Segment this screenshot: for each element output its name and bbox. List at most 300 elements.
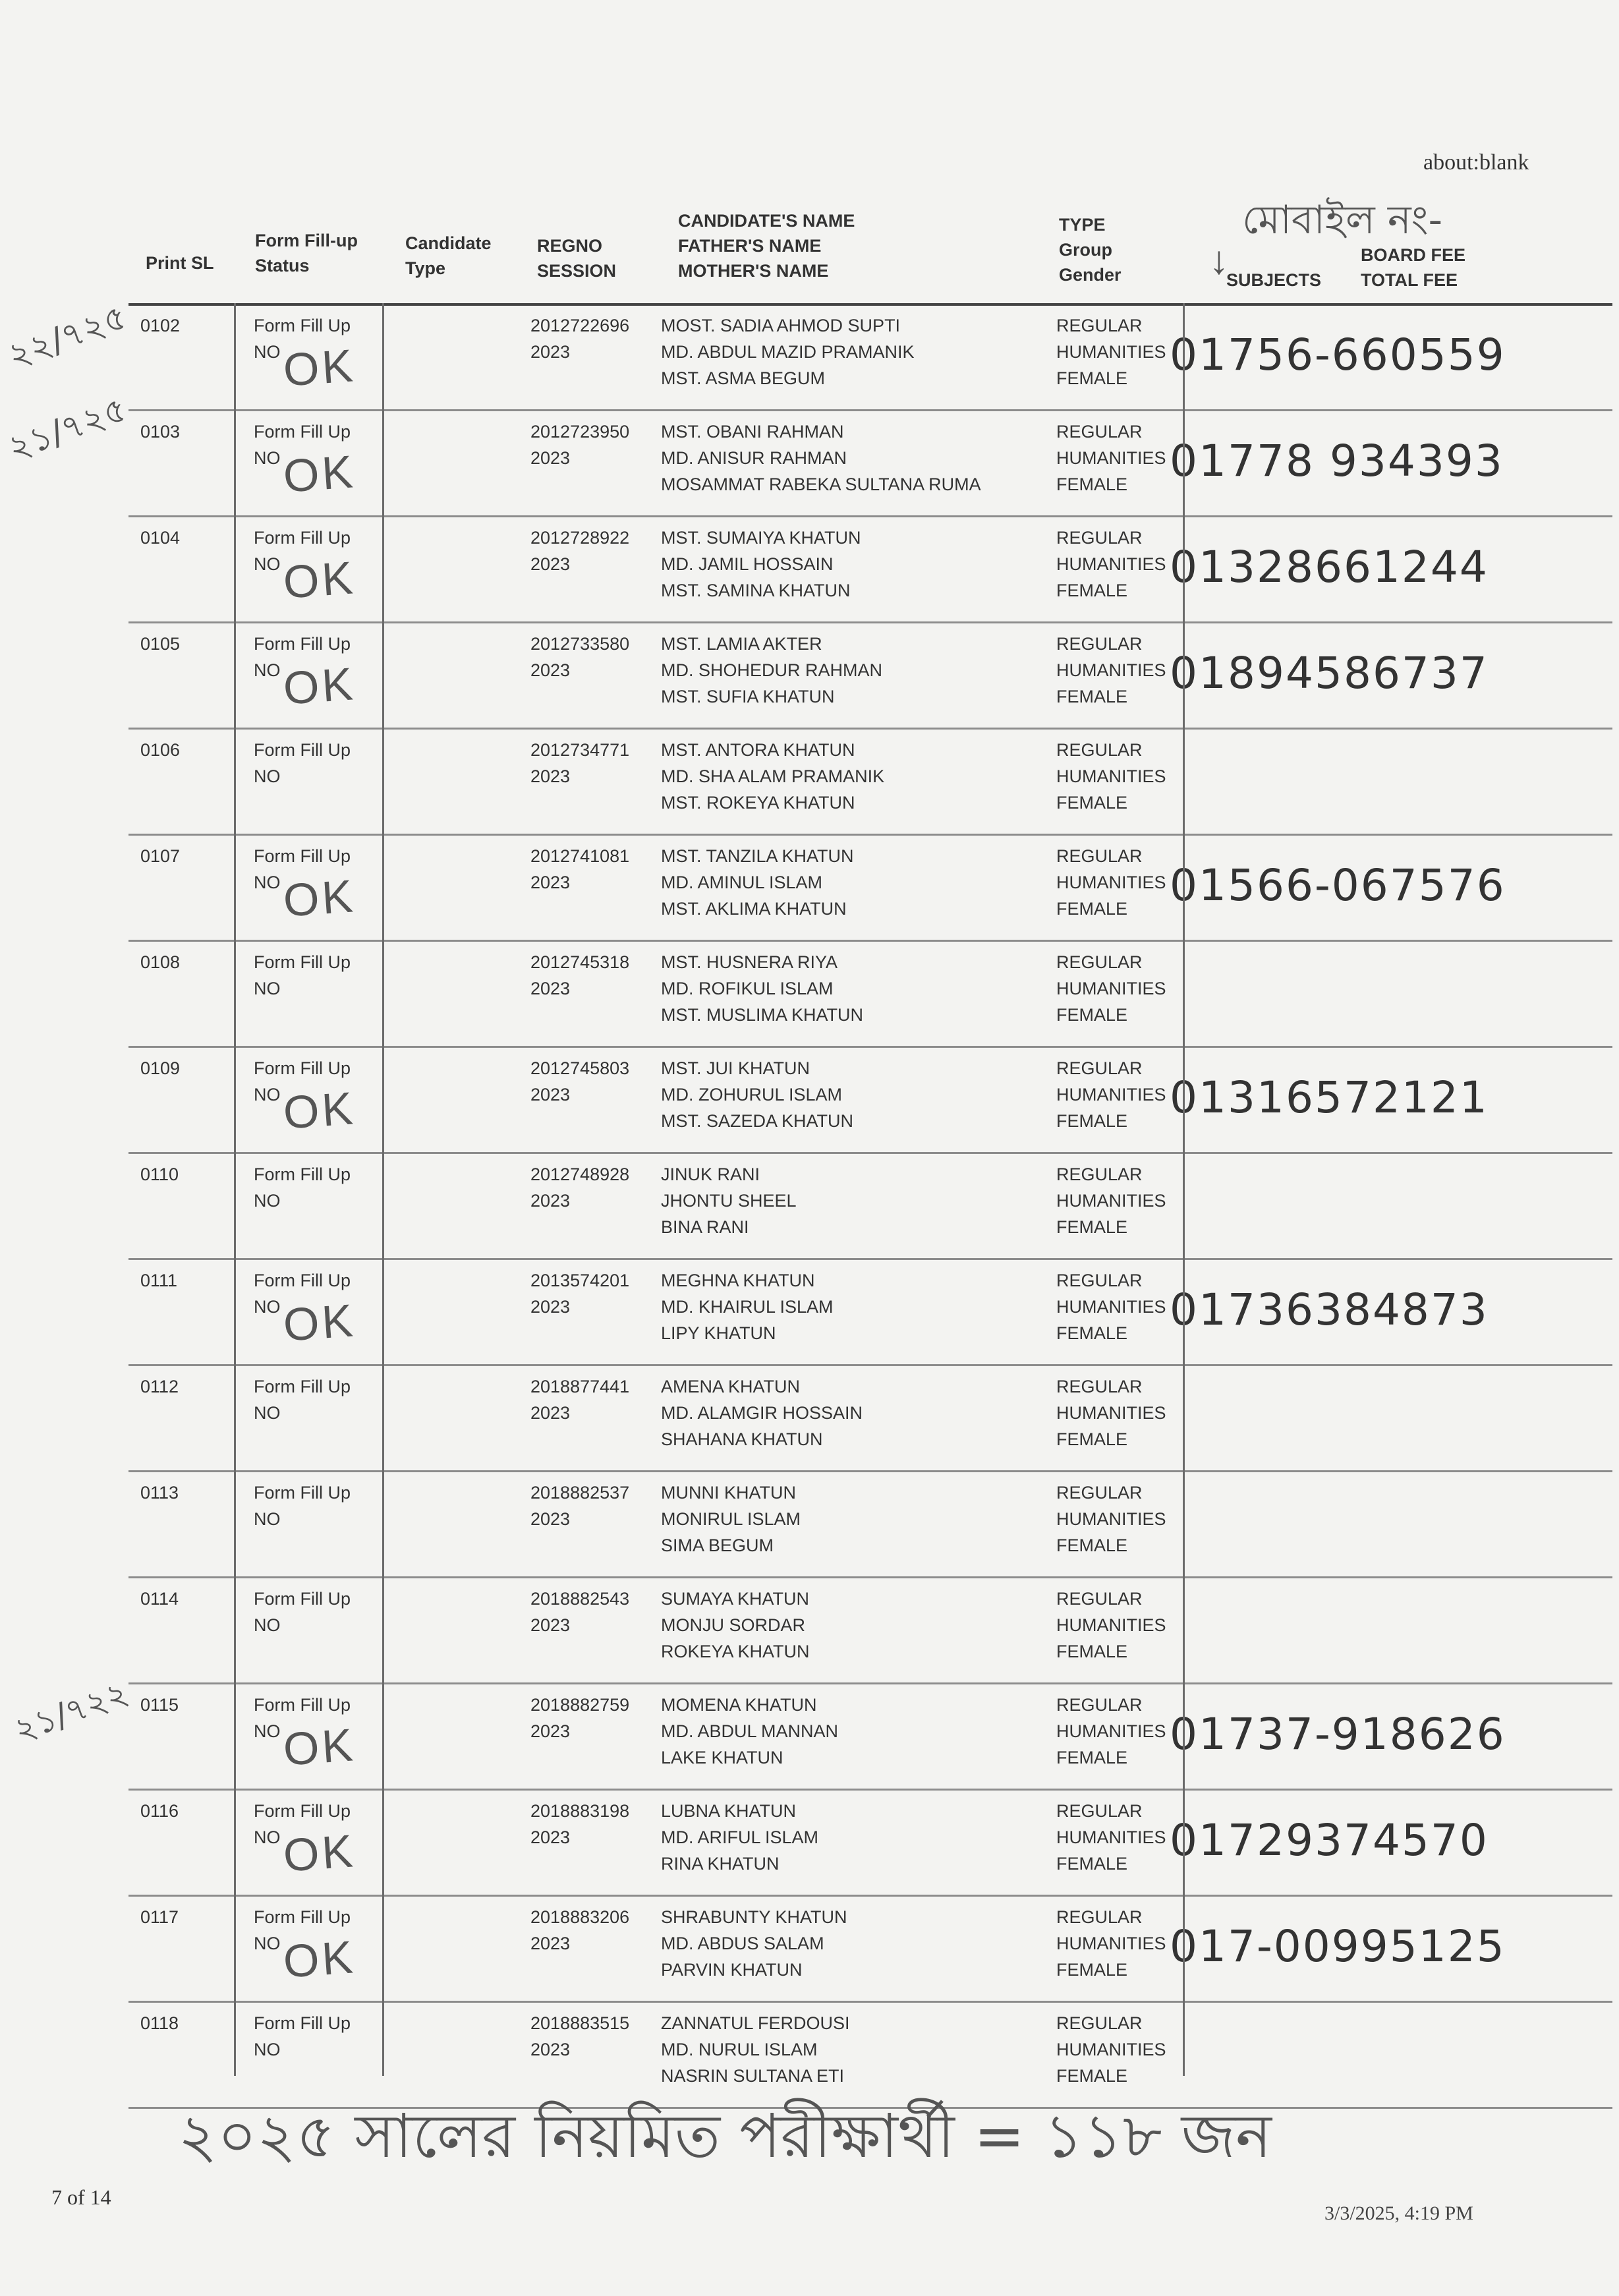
regno: 2018883198 <box>530 1801 630 1821</box>
handwritten-ok: OK <box>281 1719 357 1775</box>
col-session: SESSION <box>537 261 617 281</box>
table-row <box>128 409 1612 517</box>
type: REGULAR <box>1056 1058 1143 1078</box>
handwritten-ok: OK <box>281 870 357 927</box>
candidate-name: MUNNI KHATUN <box>661 1483 796 1503</box>
candidate-name: MST. JUI KHATUN <box>661 1058 810 1078</box>
handwritten-ok: OK <box>281 445 357 502</box>
form-status-flag: NO <box>254 1721 281 1741</box>
father-name: MD. ALAMGIR HOSSAIN <box>661 1403 863 1423</box>
form-status-text: Form Fill Up <box>254 634 351 654</box>
print-sl: 0117 <box>140 1907 179 1927</box>
names <box>661 1904 847 1983</box>
col-print-sl: Print SL <box>146 253 214 273</box>
divider-sl <box>234 303 236 2076</box>
print-sl: 0106 <box>140 740 181 760</box>
print-sl: 0114 <box>140 1589 179 1609</box>
names <box>661 1479 801 1559</box>
session: 2023 <box>530 873 571 892</box>
margin-note-2: ২১/৭২৫ <box>3 389 132 469</box>
session: 2023 <box>530 1509 571 1529</box>
type-group-gender <box>1056 1161 1166 1240</box>
form-status-flag: NO <box>254 1403 281 1423</box>
type-group-gender <box>1056 949 1166 1028</box>
form-status <box>254 1479 351 1532</box>
form-status-flag: NO <box>254 1934 281 1953</box>
col-gender: Gender <box>1059 265 1122 285</box>
table-row <box>128 1682 1612 1791</box>
regno: 2013574201 <box>530 1271 630 1290</box>
group: HUMANITIES <box>1056 342 1166 362</box>
regno-session <box>530 1055 629 1108</box>
print-sl: 0110 <box>140 1164 179 1184</box>
table-row <box>128 1152 1612 1260</box>
form-status-flag: NO <box>254 1827 281 1847</box>
type-group-gender <box>1056 737 1166 816</box>
candidate-name: MST. HUSNERA RIYA <box>661 952 838 972</box>
gender: FEMALE <box>1056 581 1128 600</box>
group: HUMANITIES <box>1056 448 1166 468</box>
father-name: JHONTU SHEEL <box>661 1191 797 1211</box>
candidate-name: MOST. SADIA AHMOD SUPTI <box>661 316 901 335</box>
names <box>661 843 854 922</box>
names <box>661 312 915 391</box>
mother-name: PARVIN KHATUN <box>661 1960 803 1980</box>
group: HUMANITIES <box>1056 979 1166 998</box>
print-sl: 0105 <box>140 634 181 654</box>
regno: 2012723950 <box>530 422 630 442</box>
form-status-text: Form Fill Up <box>254 1589 351 1609</box>
names <box>661 631 882 710</box>
names <box>661 1586 810 1665</box>
session: 2023 <box>530 448 571 468</box>
regno-session <box>530 843 629 896</box>
form-status-text: Form Fill Up <box>254 316 351 335</box>
col-group: Group <box>1059 240 1112 260</box>
names <box>661 1373 863 1452</box>
regno: 2018883515 <box>530 2013 630 2033</box>
session: 2023 <box>530 1934 571 1953</box>
print-sl: 0108 <box>140 952 181 972</box>
regno: 2012745318 <box>530 952 630 972</box>
type-group-gender <box>1056 2010 1166 2089</box>
mother-name: LIPY KHATUN <box>661 1323 776 1343</box>
father-name: MD. ANISUR RAHMAN <box>661 448 847 468</box>
candidate-sheet <box>128 197 1612 2086</box>
father-name: MD. ABDUS SALAM <box>661 1934 824 1953</box>
table-row <box>128 621 1612 730</box>
print-sl: 0113 <box>140 1483 179 1503</box>
mother-name: MST. ASMA BEGUM <box>661 368 826 388</box>
names <box>661 1692 838 1771</box>
table-row <box>128 940 1612 1048</box>
col-status-2: Status <box>255 256 310 275</box>
mother-name: LAKE KHATUN <box>661 1748 783 1767</box>
form-status-text: Form Fill Up <box>254 2013 351 2033</box>
mother-name: BINA RANI <box>661 1217 749 1237</box>
regno: 2012733580 <box>530 634 630 654</box>
gender: FEMALE <box>1056 1960 1128 1980</box>
print-sl: 0103 <box>140 422 181 442</box>
form-status-flag: NO <box>254 554 281 574</box>
type: REGULAR <box>1056 528 1143 548</box>
regno: 2012748928 <box>530 1164 630 1184</box>
regno-session <box>530 2010 629 2063</box>
group: HUMANITIES <box>1056 1297 1166 1317</box>
names <box>661 1267 834 1346</box>
form-status-flag: NO <box>254 660 281 680</box>
print-sl: 0109 <box>140 1058 181 1078</box>
gender: FEMALE <box>1056 2066 1128 2086</box>
candidate-name: JINUK RANI <box>661 1164 760 1184</box>
type: REGULAR <box>1056 1695 1143 1715</box>
names <box>661 1161 797 1240</box>
form-status-text: Form Fill Up <box>254 1271 351 1290</box>
type-group-gender <box>1056 631 1166 710</box>
regno-session <box>530 418 629 471</box>
handwritten-phone: 01737-918626 <box>1170 1709 1506 1760</box>
form-status-flag: NO <box>254 342 281 362</box>
regno: 2012734771 <box>530 740 630 760</box>
mother-name: MST. ROKEYA KHATUN <box>661 793 855 813</box>
form-status-flag: NO <box>254 1297 281 1317</box>
form-status-text: Form Fill Up <box>254 846 351 866</box>
session: 2023 <box>530 1085 571 1105</box>
gender: FEMALE <box>1056 793 1128 813</box>
type-group-gender <box>1056 843 1166 922</box>
gender: FEMALE <box>1056 1854 1128 1874</box>
print-sl: 0104 <box>140 528 181 548</box>
regno: 2018883206 <box>530 1907 630 1927</box>
regno: 2012728922 <box>530 528 630 548</box>
handwritten-summary: ২০২৫ সালের নিয়মিত পরীক্ষার্থী = ১১৮ জন <box>178 2101 1272 2171</box>
form-status-text: Form Fill Up <box>254 528 351 548</box>
gender: FEMALE <box>1056 1323 1128 1343</box>
group: HUMANITIES <box>1056 766 1166 786</box>
print-sl: 0116 <box>140 1801 179 1821</box>
table-row <box>128 1364 1612 1472</box>
candidate-name: MST. ANTORA KHATUN <box>661 740 855 760</box>
type-group-gender <box>1056 1055 1166 1134</box>
candidate-name: MST. OBANI RAHMAN <box>661 422 844 442</box>
type: REGULAR <box>1056 316 1143 335</box>
candidate-name: MST. LAMIA AKTER <box>661 634 822 654</box>
session: 2023 <box>530 660 571 680</box>
session: 2023 <box>530 1403 571 1423</box>
session: 2023 <box>530 1721 571 1741</box>
type: REGULAR <box>1056 634 1143 654</box>
group: HUMANITIES <box>1056 1934 1166 1953</box>
mother-name: MOSAMMAT RABEKA SULTANA RUMA <box>661 474 981 494</box>
session: 2023 <box>530 1191 571 1211</box>
margin-note-3: ২১/৭২২ <box>9 1673 134 1750</box>
regno: 2012741081 <box>530 846 630 866</box>
group: HUMANITIES <box>1056 1085 1166 1105</box>
type-group-gender <box>1056 312 1166 391</box>
form-status-flag: NO <box>254 979 281 998</box>
group: HUMANITIES <box>1056 873 1166 892</box>
father-name: MONJU SORDAR <box>661 1615 806 1635</box>
names <box>661 1798 818 1877</box>
father-name: MD. SHOHEDUR RAHMAN <box>661 660 883 680</box>
gender: FEMALE <box>1056 1642 1128 1661</box>
handwritten-phone: 01729374570 <box>1170 1815 1489 1866</box>
regno-session <box>530 312 629 365</box>
handwritten-phone: 01316572121 <box>1170 1072 1489 1123</box>
group: HUMANITIES <box>1056 1721 1166 1741</box>
regno-session <box>530 737 629 789</box>
names <box>661 525 861 604</box>
regno-session <box>530 1479 629 1532</box>
form-status-flag: NO <box>254 1615 281 1635</box>
table-row <box>128 1895 1612 2003</box>
type: REGULAR <box>1056 952 1143 972</box>
names <box>661 737 884 816</box>
father-name: MD. JAMIL HOSSAIN <box>661 554 834 574</box>
regno-session <box>530 1161 629 1214</box>
mother-name: MST. SAMINA KHATUN <box>661 581 851 600</box>
handwritten-ok: OK <box>281 1825 357 1881</box>
form-status-flag: NO <box>254 873 281 892</box>
type: REGULAR <box>1056 1377 1143 1396</box>
candidate-name: SUMAYA KHATUN <box>661 1589 810 1609</box>
candidate-name: MST. TANZILA KHATUN <box>661 846 854 866</box>
gender: FEMALE <box>1056 1111 1128 1131</box>
type: REGULAR <box>1056 1801 1143 1821</box>
mother-name: RINA KHATUN <box>661 1854 780 1874</box>
form-status-text: Form Fill Up <box>254 740 351 760</box>
gender: FEMALE <box>1056 687 1128 706</box>
type-group-gender <box>1056 1479 1166 1559</box>
form-status-text: Form Fill Up <box>254 422 351 442</box>
father-name: MONIRUL ISLAM <box>661 1509 801 1529</box>
group: HUMANITIES <box>1056 1191 1166 1211</box>
father-name: MD. AMINUL ISLAM <box>661 873 823 892</box>
type-group-gender <box>1056 1692 1166 1771</box>
table-row <box>128 1046 1612 1154</box>
print-sl: 0111 <box>140 1271 178 1290</box>
margin-note-1: ২২/৭২৫ <box>3 297 132 377</box>
mother-name: ROKEYA KHATUN <box>661 1642 810 1661</box>
type: REGULAR <box>1056 1164 1143 1184</box>
type: REGULAR <box>1056 846 1143 866</box>
session: 2023 <box>530 2040 571 2059</box>
regno-session <box>530 1798 629 1851</box>
table-row <box>128 303 1612 411</box>
handwritten-phone: 01328661244 <box>1170 542 1489 592</box>
page-count: 7 of 14 <box>51 2185 111 2209</box>
divider-type <box>1183 303 1185 2076</box>
table-header <box>128 197 1612 303</box>
form-status <box>254 1373 351 1426</box>
form-status-text: Form Fill Up <box>254 1801 351 1821</box>
handwritten-ok: OK <box>281 1082 357 1139</box>
type: REGULAR <box>1056 1483 1143 1503</box>
down-arrow-icon: ↓ <box>1209 238 1229 282</box>
candidate-name: ZANNATUL FERDOUSI <box>661 2013 850 2033</box>
father-name: MD. ZOHURUL ISLAM <box>661 1085 843 1105</box>
col-total-fee: TOTAL FEE <box>1361 270 1458 290</box>
candidate-name: LUBNA KHATUN <box>661 1801 797 1821</box>
names <box>661 2010 850 2089</box>
type-group-gender <box>1056 1586 1166 1665</box>
candidate-name: MEGHNA KHATUN <box>661 1271 815 1290</box>
col-cand-type-2: Type <box>405 258 446 278</box>
form-status-text: Form Fill Up <box>254 1695 351 1715</box>
handwritten-mobile-note: মোবাইল নং- <box>1242 197 1443 243</box>
handwritten-phone: 01778 934393 <box>1170 436 1504 486</box>
print-sl: 0107 <box>140 846 181 866</box>
col-mother: MOTHER'S NAME <box>678 261 829 281</box>
handwritten-phone: 01736384873 <box>1170 1284 1489 1335</box>
form-status <box>254 1586 351 1638</box>
handwritten-ok: OK <box>281 658 357 714</box>
form-status-flag: NO <box>254 766 281 786</box>
form-status-text: Form Fill Up <box>254 1377 351 1396</box>
gender: FEMALE <box>1056 1429 1128 1449</box>
gender: FEMALE <box>1056 368 1128 388</box>
divider-status <box>382 303 384 2076</box>
session: 2023 <box>530 979 571 998</box>
handwritten-phone: 017-00995125 <box>1170 1921 1506 1972</box>
group: HUMANITIES <box>1056 1827 1166 1847</box>
regno: 2018877441 <box>530 1377 630 1396</box>
handwritten-ok: OK <box>281 552 357 608</box>
form-status <box>254 949 351 1002</box>
father-name: MD. ABDUL MAZID PRAMANIK <box>661 342 915 362</box>
gender: FEMALE <box>1056 1748 1128 1767</box>
group: HUMANITIES <box>1056 1509 1166 1529</box>
table-row <box>128 1576 1612 1684</box>
father-name: MD. ABDUL MANNAN <box>661 1721 839 1741</box>
group: HUMANITIES <box>1056 2040 1166 2059</box>
type: REGULAR <box>1056 1271 1143 1290</box>
gender: FEMALE <box>1056 1535 1128 1555</box>
regno-session <box>530 1904 629 1957</box>
form-status-flag: NO <box>254 1191 281 1211</box>
candidate-name: MOMENA KHATUN <box>661 1695 817 1715</box>
col-type: TYPE <box>1059 215 1106 235</box>
form-status-text: Form Fill Up <box>254 952 351 972</box>
print-sl: 0102 <box>140 316 181 335</box>
group: HUMANITIES <box>1056 1615 1166 1635</box>
form-status-flag: NO <box>254 448 281 468</box>
form-status-text: Form Fill Up <box>254 1483 351 1503</box>
session: 2023 <box>530 1615 571 1635</box>
group: HUMANITIES <box>1056 660 1166 680</box>
table-row <box>128 834 1612 942</box>
form-status-flag: NO <box>254 1509 281 1529</box>
type-group-gender <box>1056 1373 1166 1452</box>
handwritten-phone: 01756-660559 <box>1170 330 1506 380</box>
type-group-gender <box>1056 1798 1166 1877</box>
type-group-gender <box>1056 1267 1166 1346</box>
handwritten-ok: OK <box>281 339 357 396</box>
print-sl: 0112 <box>140 1377 179 1396</box>
handwritten-ok: OK <box>281 1294 357 1351</box>
regno-session <box>530 1692 629 1744</box>
form-status <box>254 737 351 789</box>
gender: FEMALE <box>1056 474 1128 494</box>
group: HUMANITIES <box>1056 1403 1166 1423</box>
type: REGULAR <box>1056 422 1143 442</box>
table-row <box>128 1789 1612 1897</box>
form-status-text: Form Fill Up <box>254 1164 351 1184</box>
candidate-name: SHRABUNTY KHATUN <box>661 1907 847 1927</box>
regno-session <box>530 1586 629 1638</box>
names <box>661 418 981 498</box>
names <box>661 949 863 1028</box>
father-name: MD. KHAIRUL ISLAM <box>661 1297 834 1317</box>
print-sl: 0115 <box>140 1695 179 1715</box>
regno: 2018882759 <box>530 1695 630 1715</box>
regno-session <box>530 1267 629 1320</box>
session: 2023 <box>530 554 571 574</box>
regno: 2012722696 <box>530 316 630 335</box>
form-status-text: Form Fill Up <box>254 1907 351 1927</box>
print-sl: 0118 <box>140 2013 179 2033</box>
col-name: CANDIDATE'S NAME <box>678 211 855 231</box>
type: REGULAR <box>1056 1589 1143 1609</box>
printed-timestamp: 3/3/2025, 4:19 PM <box>1324 2202 1473 2224</box>
table-row <box>128 1258 1612 1366</box>
col-father: FATHER'S NAME <box>678 236 822 256</box>
handwritten-ok: OK <box>281 1931 357 1988</box>
type-group-gender <box>1056 1904 1166 1983</box>
gender: FEMALE <box>1056 1217 1128 1237</box>
type: REGULAR <box>1056 2013 1143 2033</box>
regno-session <box>530 949 629 1002</box>
candidate-name: AMENA KHATUN <box>661 1377 801 1396</box>
handwritten-phone: 01894586737 <box>1170 648 1489 699</box>
type-group-gender <box>1056 525 1166 604</box>
father-name: MD. NURUL ISLAM <box>661 2040 818 2059</box>
session: 2023 <box>530 1827 571 1847</box>
gender: FEMALE <box>1056 899 1128 919</box>
gender: FEMALE <box>1056 1005 1128 1025</box>
mother-name: MST. SUFIA KHATUN <box>661 687 835 706</box>
type: REGULAR <box>1056 740 1143 760</box>
col-status-1: Form Fill-up <box>255 231 358 250</box>
regno: 2012745803 <box>530 1058 630 1078</box>
type-group-gender <box>1056 418 1166 498</box>
father-name: MD. ARIFUL ISLAM <box>661 1827 819 1847</box>
col-board-fee: BOARD FEE <box>1361 245 1466 265</box>
col-subjects: SUBJECTS <box>1226 270 1322 290</box>
mother-name: SIMA BEGUM <box>661 1535 774 1555</box>
form-status <box>254 2010 351 2063</box>
mother-name: MST. AKLIMA KHATUN <box>661 899 847 919</box>
form-status-flag: NO <box>254 2040 281 2059</box>
table-row <box>128 728 1612 836</box>
col-cand-type-1: Candidate <box>405 233 492 253</box>
regno-session <box>530 1373 629 1426</box>
form-status-text: Form Fill Up <box>254 1058 351 1078</box>
type: REGULAR <box>1056 1907 1143 1927</box>
page-url: about:blank <box>1423 150 1529 175</box>
form-status <box>254 1161 351 1214</box>
names <box>661 1055 853 1134</box>
session: 2023 <box>530 766 571 786</box>
col-regno: REGNO <box>537 236 603 256</box>
table-row <box>128 515 1612 623</box>
regno: 2018882537 <box>530 1483 630 1503</box>
regno-session <box>530 525 629 577</box>
form-status-flag: NO <box>254 1085 281 1105</box>
handwritten-phone: 01566-067576 <box>1170 860 1506 911</box>
mother-name: SHAHANA KHATUN <box>661 1429 823 1449</box>
group: HUMANITIES <box>1056 554 1166 574</box>
